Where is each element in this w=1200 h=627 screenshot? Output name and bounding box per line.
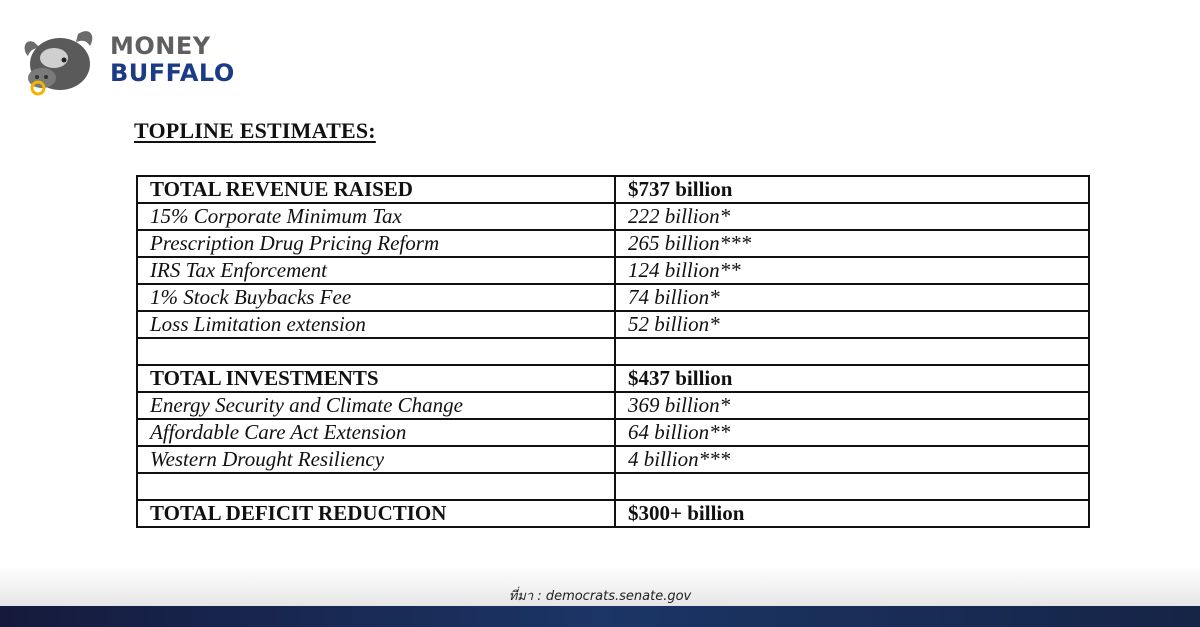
row-value: 124 billion** bbox=[615, 257, 1089, 284]
table-row bbox=[137, 203, 1089, 230]
row-label: Affordable Care Act Extension bbox=[137, 419, 615, 446]
row-value: $737 billion bbox=[615, 176, 1089, 203]
row-value: $437 billion bbox=[615, 365, 1089, 392]
table-total-row bbox=[137, 500, 1089, 527]
row-value: 222 billion* bbox=[615, 203, 1089, 230]
row-value: 74 billion* bbox=[615, 284, 1089, 311]
table-row bbox=[137, 284, 1089, 311]
page-title: TOPLINE ESTIMATES: bbox=[134, 118, 376, 143]
table-spacer-row bbox=[137, 338, 1089, 365]
table-row bbox=[137, 419, 1089, 446]
row-value: 52 billion* bbox=[615, 311, 1089, 338]
row-label: IRS Tax Enforcement bbox=[137, 257, 615, 284]
row-value: 64 billion** bbox=[615, 419, 1089, 446]
row-value bbox=[615, 473, 1089, 500]
footer-bar bbox=[0, 606, 1200, 627]
table-row bbox=[137, 311, 1089, 338]
logo-text-buffalo: BUFFALO bbox=[110, 59, 235, 87]
logo bbox=[20, 20, 250, 100]
row-label: 15% Corporate Minimum Tax bbox=[137, 203, 615, 230]
row-label bbox=[137, 338, 615, 365]
table-spacer-row bbox=[137, 473, 1089, 500]
table-row bbox=[137, 230, 1089, 257]
table-total-row bbox=[137, 365, 1089, 392]
row-label bbox=[137, 473, 615, 500]
row-label: 1% Stock Buybacks Fee bbox=[137, 284, 615, 311]
row-value: $300+ billion bbox=[615, 500, 1089, 527]
row-value: 369 billion* bbox=[615, 392, 1089, 419]
row-label: Loss Limitation extension bbox=[137, 311, 615, 338]
source-caption: ที่มา : democrats.senate.gov bbox=[508, 589, 692, 604]
logo-text-money: MONEY bbox=[110, 32, 211, 60]
row-label: Western Drought Resiliency bbox=[137, 446, 615, 473]
row-label: TOTAL DEFICIT REDUCTION bbox=[137, 500, 615, 527]
row-value bbox=[615, 338, 1089, 365]
estimates-table bbox=[136, 175, 1090, 528]
row-label: TOTAL REVENUE RAISED bbox=[137, 176, 615, 203]
row-value: 4 billion*** bbox=[615, 446, 1089, 473]
buffalo-head-icon bbox=[20, 20, 102, 100]
row-value: 265 billion*** bbox=[615, 230, 1089, 257]
table-row bbox=[137, 392, 1089, 419]
row-label: TOTAL INVESTMENTS bbox=[137, 365, 615, 392]
table-row bbox=[137, 257, 1089, 284]
row-label: Energy Security and Climate Change bbox=[137, 392, 615, 419]
table-total-row bbox=[137, 176, 1089, 203]
table-row bbox=[137, 446, 1089, 473]
row-label: Prescription Drug Pricing Reform bbox=[137, 230, 615, 257]
